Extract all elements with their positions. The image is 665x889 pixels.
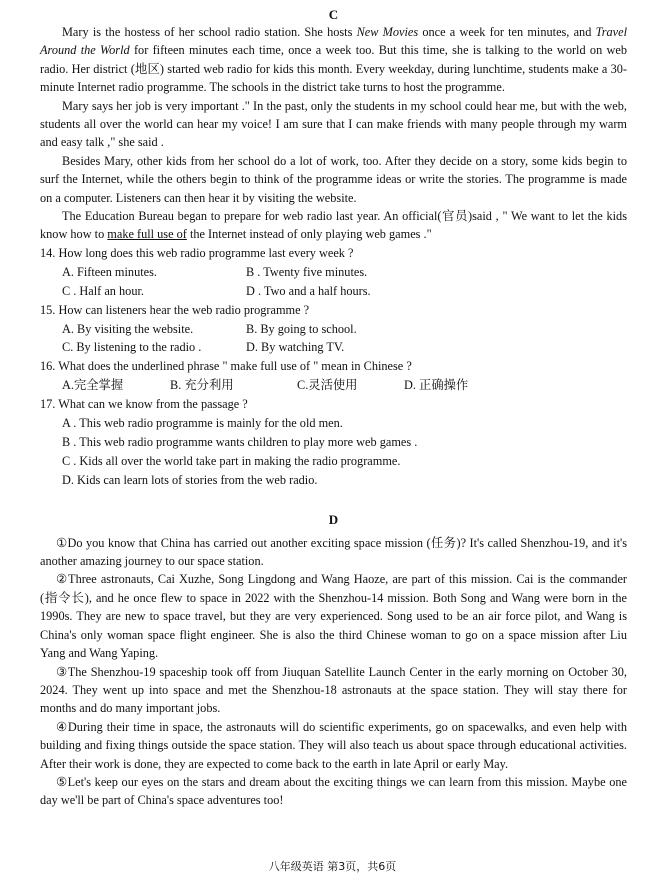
question-16: 16. What does the underlined phrase " make full use of " mean in Chinese ? [40,359,412,374]
question-14: 14. How long does this web radio programme last every week ? [40,245,354,260]
passage-d-paragraph-2: ②Three astronauts, Cai Xuzhe, Song Lingdong and Wang Haoze, are part of this mission. Cai is the commander (指令长), and he once flew to space in 2022 with the Shenzhou-14 mission. Both Song and Wang were born in the 1990s. They are new to space travel, but they are very experienced. Song used to be an air force pilot, and Wang is China's only woman space flight engineer. She is also the third Chinese woman to go on a space mission after Liu Yang and Wang Yaping. [40,572,627,661]
passage-c-paragraph-1 [40,23,627,97]
p1-text-a: Mary is the hostess of her school radio station. She hosts [62,25,357,39]
option-d[interactable]: D. By watching TV. [246,340,345,355]
passage-c-paragraph-2: Mary says her job is very important ." In the past, only the students in my school could hear me, but with the web, students all over the world can hear my voice! I am sure that I can make friends with many people through my warm and easy talk ," she said . [40,98,627,150]
option-a[interactable]: A. By visiting the website. [62,321,194,336]
passage-d-paragraph-4: ④During their time in space, the astronauts will do scientific experiments, go on spacewalks, and even help with building and fixing things outside the space station. They will also teach us about space through educational activities. After their work is done, they are expected to come back to the earth in late April or early May. [40,719,627,771]
passage-c-paragraph-4 [40,207,627,244]
question-15-options-row-1 [40,320,627,339]
question-17: 17. What can we know from the passage ? [40,397,248,412]
passage-d-paragraph-3: ③The Shenzhou-19 spaceship took off from Jiuquan Satellite Launch Center in the early morning on October 30, 2024. They went up into space and met the Shenzhou-18 astronauts at the space station. They will stay there for months and do many important jobs. [40,664,627,716]
show-title-new-movies: New Movies [356,25,419,39]
question-15-options-row-2 [40,338,627,357]
option-d[interactable]: D. 正确操作 [404,378,469,393]
question-14-options-row-1 [40,263,627,282]
option-b[interactable]: B. 充分利用 [170,378,234,393]
option-d[interactable]: D . Two and a half hours. [246,283,371,298]
p4-text-b: the Internet instead of only playing web games ." [186,227,432,242]
option-c[interactable]: C . Half an hour. [62,283,144,298]
question-15: 15. How can listeners hear the web radio programme ? [40,302,310,317]
p1-text-c: for fifteen minutes each time, once a week too. But this time, she is talking to the world on web radio. Her district (地区) started web radio for kids this month. Every weekday, during lunchtime, students make a 30-minute Internet radio programme. The schools in the district take turns to host the programme. [40,43,627,95]
option-b[interactable]: B . Twenty five minutes. [246,264,368,279]
option-b[interactable]: B . This web radio programme wants children to play more web games . [62,434,418,449]
section-d-title: D [328,511,339,527]
underlined-phrase: make full use of [107,227,187,242]
page-footer: 八年级英语 第3页，共6页 [268,860,397,873]
option-c[interactable]: C.灵活使用 [297,378,358,393]
passage-d-paragraph-5: ⑤Let's keep our eyes on the stars and dream about the exciting things we can learn from this mission. Maybe one day we'll be part of China's space adventures too! [40,774,627,808]
section-c-title: C [328,7,339,22]
option-a[interactable]: A.完全掌握 [62,378,124,393]
option-c[interactable]: C . Kids all over the world take part in making the radio programme. [62,453,401,468]
option-b[interactable]: B. By going to school. [246,321,357,336]
passage-c-paragraph-3: Besides Mary, other kids from her school do a lot of work, too. After they decide on a story, some kids begin to surf the Internet, while the others begin to think of the programme ideas or write the stories. The programme is made on a computer. Listeners can then hear it by visiting the website. [40,153,627,205]
question-16-options [40,376,627,395]
option-a[interactable]: A . This web radio programme is mainly for the old men. [62,416,343,431]
option-a[interactable]: A. Fifteen minutes. [62,264,157,279]
option-c[interactable]: C. By listening to the radio . [62,340,202,355]
passage-d-paragraph-1: ①Do you know that China has carried out another exciting space mission (任务)? It's called Shenzhou-19, and it's another amazing journey to our space station. [40,535,627,569]
question-14-options-row-2 [40,282,627,301]
p1-text-b: once a week for ten minutes, and [418,25,596,39]
show-title-travel: Travel Around the World [40,25,627,58]
p4-text-a: The Education Bureau began to prepare for web radio last year. An official(官员)said , " We want to let the kids know how to [40,209,627,242]
option-d[interactable]: D. Kids can learn lots of stories from the web radio. [62,472,318,487]
